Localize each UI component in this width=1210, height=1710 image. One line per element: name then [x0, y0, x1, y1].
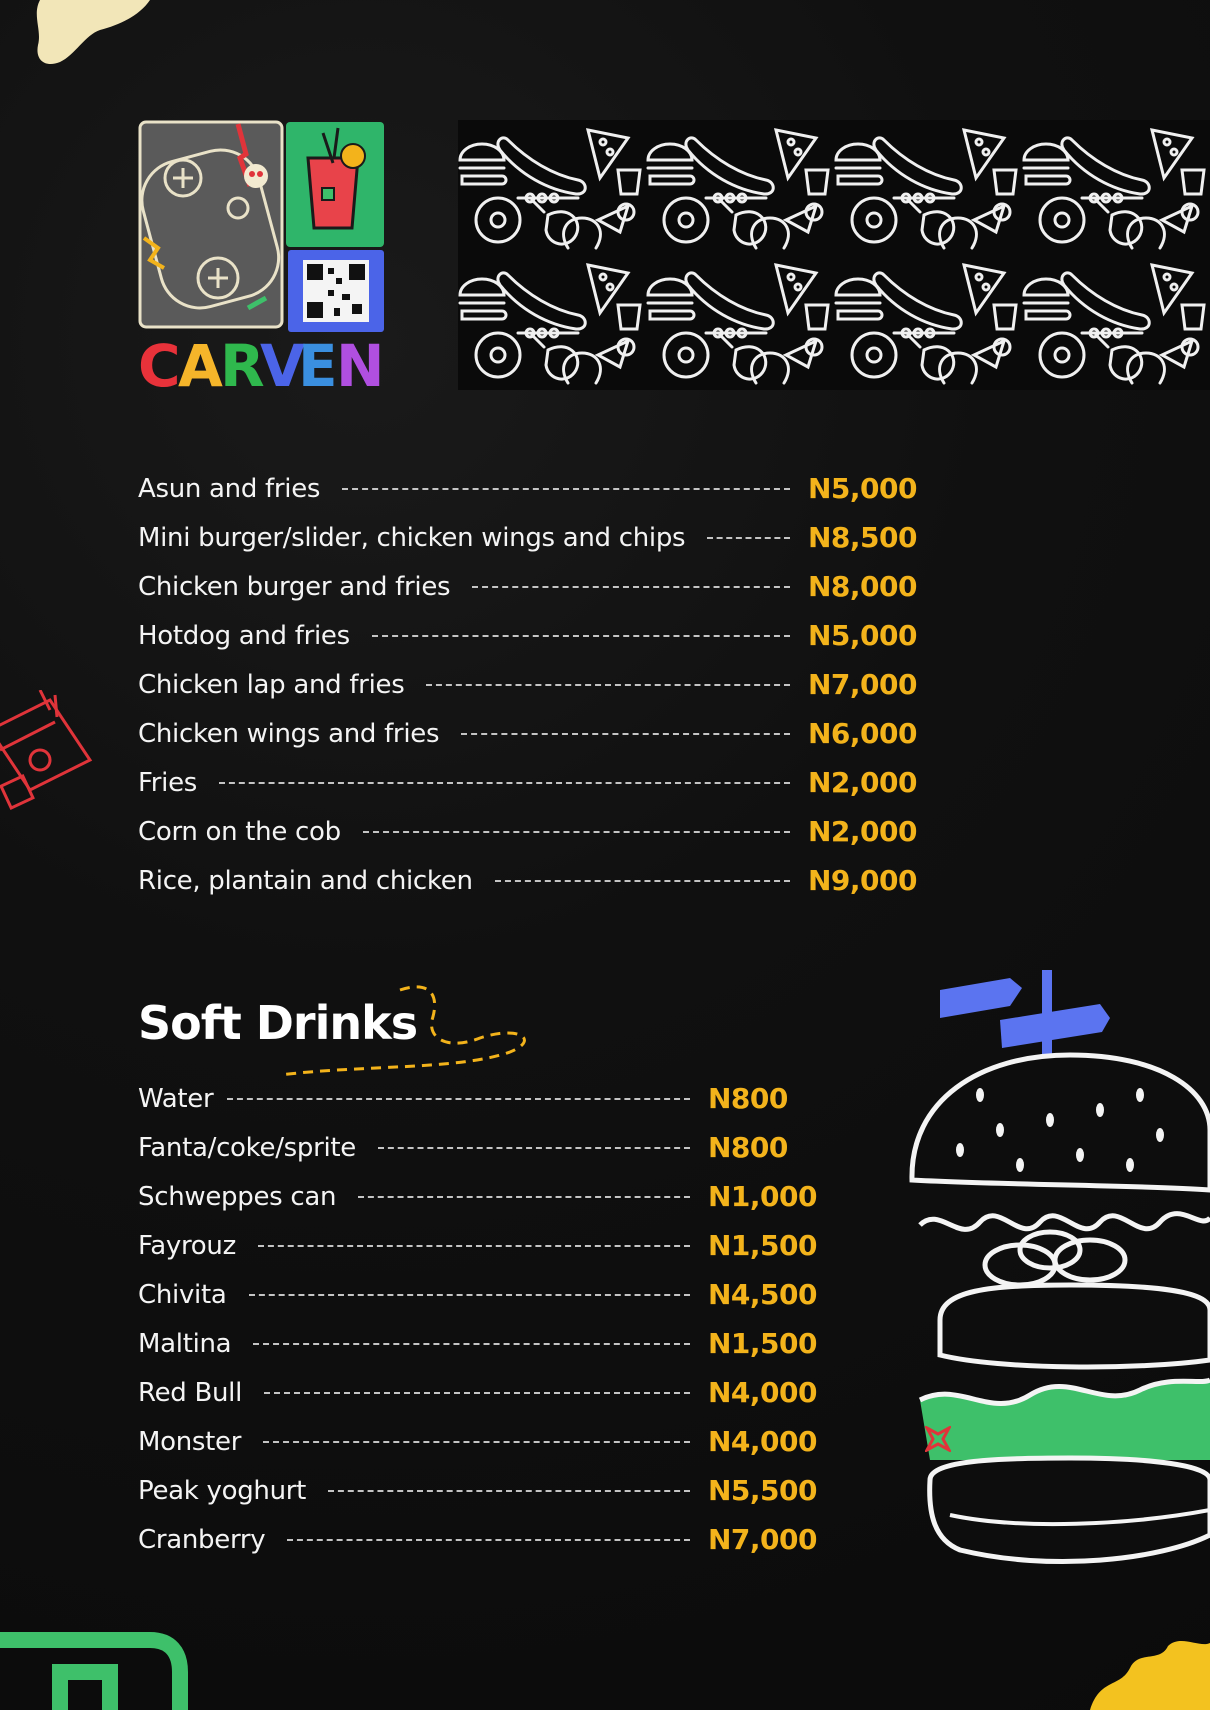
list-item	[138, 709, 928, 758]
dotted-leader	[426, 684, 790, 686]
dotted-leader	[328, 1490, 690, 1492]
item-name: Fayrouz	[138, 1230, 236, 1261]
list-item	[138, 660, 928, 709]
squiggle-underline-icon	[280, 980, 550, 1080]
dotted-leader	[258, 1245, 690, 1247]
green-corner-shape	[0, 1632, 190, 1710]
dotted-leader	[253, 1343, 690, 1345]
brand-letter: E	[298, 332, 338, 393]
item-name: Cranberry	[138, 1524, 266, 1555]
brand-letter: C	[138, 332, 181, 393]
list-item	[138, 1074, 818, 1123]
item-name: Maltina	[138, 1328, 232, 1359]
list-item	[138, 611, 928, 660]
item-price: N1,000	[708, 1180, 817, 1213]
dotted-leader	[358, 1196, 690, 1198]
item-name: Mini burger/slider, chicken wings and chips	[138, 522, 686, 553]
item-price: N7,000	[808, 668, 917, 701]
list-item	[138, 1368, 818, 1417]
list-item	[138, 1270, 818, 1319]
item-name: Peak yoghurt	[138, 1475, 307, 1506]
item-price: N1,500	[708, 1229, 817, 1262]
list-item	[138, 1417, 818, 1466]
dotted-leader	[707, 537, 790, 539]
item-name: Chivita	[138, 1279, 227, 1310]
section-title-soft-drinks: Soft Drinks	[138, 996, 418, 1050]
list-item	[138, 1221, 818, 1270]
logo-art-icon	[138, 118, 388, 393]
list-item	[138, 1123, 818, 1172]
dotted-leader	[495, 880, 790, 882]
item-name: Fries	[138, 767, 198, 798]
brand-letter: R	[220, 332, 265, 393]
dotted-leader	[249, 1294, 691, 1296]
item-name: Schweppes can	[138, 1181, 337, 1212]
item-name: Chicken wings and fries	[138, 718, 440, 749]
brand-logo	[138, 118, 388, 393]
brand-letter: N	[336, 332, 385, 393]
list-item	[138, 1172, 818, 1221]
dotted-leader	[372, 635, 790, 637]
sparkle-icon	[925, 1426, 951, 1452]
dotted-leader	[472, 586, 790, 588]
dotted-leader	[287, 1539, 690, 1541]
item-price: N800	[708, 1131, 788, 1164]
burger-illustration-icon	[900, 960, 1210, 1600]
item-name: Corn on the cob	[138, 816, 341, 847]
item-name: Chicken burger and fries	[138, 571, 451, 602]
food-menu-list	[138, 464, 928, 905]
dotted-leader	[219, 782, 790, 784]
item-price: N5,000	[808, 619, 917, 652]
dotted-leader	[264, 1392, 690, 1394]
item-price: N8,000	[808, 570, 917, 603]
item-price: N2,000	[808, 766, 917, 799]
item-name: Water	[138, 1083, 214, 1114]
dotted-leader	[461, 733, 790, 735]
soft-drinks-list	[138, 1074, 818, 1564]
list-item	[138, 807, 928, 856]
food-doodle-pattern-icon	[458, 120, 1210, 390]
item-price: N5,500	[708, 1474, 817, 1507]
cream-splash-shape	[30, 0, 150, 70]
item-price: N5,000	[808, 472, 917, 505]
drink-doodle-icon	[0, 690, 100, 840]
dotted-leader	[363, 831, 790, 833]
dotted-leader	[342, 488, 790, 490]
list-item	[138, 1319, 818, 1368]
list-item	[138, 464, 928, 513]
food-doodle-banner	[458, 120, 1210, 390]
item-price: N4,000	[708, 1376, 817, 1409]
item-price: N8,500	[808, 521, 917, 554]
item-name: Asun and fries	[138, 473, 321, 504]
list-item	[138, 1515, 818, 1564]
item-price: N6,000	[808, 717, 917, 750]
item-name: Monster	[138, 1426, 242, 1457]
brand-letter: V	[260, 332, 305, 393]
item-price: N1,500	[708, 1327, 817, 1360]
list-item	[138, 562, 928, 611]
item-name: Red Bull	[138, 1377, 243, 1408]
brand-letter: A	[178, 332, 223, 393]
item-price: N9,000	[808, 864, 917, 897]
yellow-splash-shape	[1090, 1638, 1210, 1710]
item-price: N800	[708, 1082, 788, 1115]
list-item	[138, 856, 928, 905]
item-name: Fanta/coke/sprite	[138, 1132, 357, 1163]
list-item	[138, 1466, 818, 1515]
list-item	[138, 513, 928, 562]
item-name: Rice, plantain and chicken	[138, 865, 473, 896]
item-name: Hotdog and fries	[138, 620, 350, 651]
item-name: Chicken lap and fries	[138, 669, 405, 700]
dotted-leader	[227, 1098, 690, 1100]
dotted-leader	[263, 1441, 690, 1443]
item-price: N2,000	[808, 815, 917, 848]
list-item	[138, 758, 928, 807]
item-price: N4,500	[708, 1278, 817, 1311]
dotted-leader	[378, 1147, 690, 1149]
item-price: N4,000	[708, 1425, 817, 1458]
item-price: N7,000	[708, 1523, 817, 1556]
